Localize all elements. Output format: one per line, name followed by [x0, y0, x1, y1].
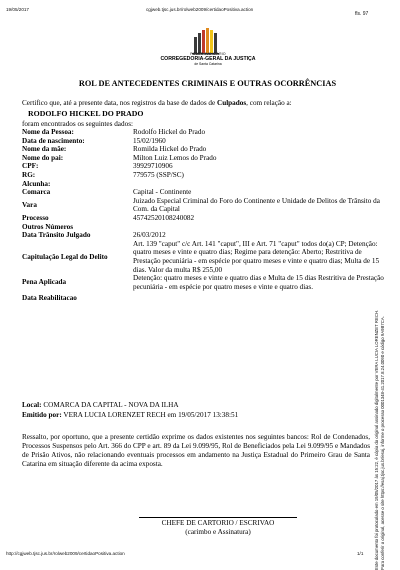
org-line-3: de Santa Catarina	[194, 62, 222, 66]
record-value	[133, 223, 388, 232]
footer-url: http://cgjweb.tjsc.jus.br/rolweb2009/certidaoPositiva.action	[6, 551, 125, 556]
certify-before: Certifico que, até a presente data, nos registros da base de dados de	[22, 99, 217, 107]
record-row	[22, 274, 388, 291]
record-label: RG:	[22, 170, 36, 179]
record-row	[22, 137, 388, 146]
found-text: foram encontrados os seguintes dados:	[22, 120, 133, 128]
record-row	[22, 240, 388, 274]
side-stamp-line-1: Este documento foi protocolado em 19/05/2017 às 15:22, é cópia do original assinado digitalmente por VERA LUCIA LORENZET RECH.	[374, 309, 379, 570]
record-value: Rodolfo Hickel do Prado	[133, 128, 206, 136]
print-date: 19/05/2017	[6, 7, 29, 12]
record-row	[22, 188, 388, 197]
record-value: Milton Luiz Lemos do Prado	[133, 153, 217, 162]
record-value: Juizado Especial Criminal do Foro do Continente e Unidade de Delitos de Trânsito da Com. da Capital	[133, 196, 380, 214]
signature-line	[139, 517, 297, 518]
record-label: Comarca	[22, 188, 51, 197]
record-label: Data Trânsito Julgado	[22, 231, 91, 240]
record-row	[22, 128, 388, 137]
record-row	[22, 154, 388, 163]
footer-page: 1/1	[357, 551, 364, 556]
local-label: Local:	[22, 401, 42, 409]
record-label: Pena Aplicada	[22, 278, 67, 287]
record-row	[22, 162, 388, 171]
record-value: 39929710906	[133, 162, 173, 171]
emitido-label: Emitido por:	[22, 411, 62, 419]
record-row	[22, 197, 388, 214]
certify-bold: Culpados	[217, 99, 247, 107]
record-row	[22, 145, 388, 154]
certify-sentence	[22, 99, 382, 108]
record-row	[22, 231, 388, 240]
record-value	[133, 291, 388, 305]
record-row	[22, 171, 388, 180]
side-stamp-line-2: Para conferir o original, acesse o site https://esaj.tjsc.jus.br/esaj, informe o processo 0001348-41.2017.8.24.0090 e código 9A9B7CA.	[379, 316, 385, 570]
record-value: Detenção: quatro meses e vinte e quatro dias e Multa de 15 dias Restritiva de Prestação pecuniária - em espécie por quatro meses e vinte e quatro dias.	[133, 274, 384, 291]
side-stamp	[374, 170, 400, 570]
print-url: cgjweb.tjsc.jus.br/rolweb2009/certidaoPositiva.action	[146, 7, 254, 12]
record-row	[22, 180, 388, 189]
record-label: Nome da Pessoa:	[22, 128, 74, 136]
org-line-1: PODER JUDICIÁRIO	[190, 52, 226, 56]
record-label: Alcunha:	[22, 179, 51, 188]
ressalto-paragraph: Ressalto, por oportuno, que a presente certidão exprime os dados existentes nos seguintes bancos: Rol de Condenados, Processos Suspensos pelo Art. 366 do CPP e art. 89 da Lei 9.099/95, Rol de Beneficiados pela Lei 9.099/95 e Mandados de Prisão Ativos, não relacionando eventuais processos em andamento na Justiça Estadual do Primeiro Grau de Santa Catarina em situação diferente da acima exposta.	[22, 433, 370, 468]
certify-after: , com relação a:	[246, 99, 292, 107]
emitido-line	[22, 411, 238, 420]
page-label: fls. 97	[355, 11, 369, 17]
record-value: Capital - Continente	[133, 188, 192, 197]
person-name: RODOLFO HICKEL DO PRADO	[28, 109, 144, 118]
records-table	[22, 128, 388, 305]
emitido-value: VERA LUCIA LORENZET RECH em 19/05/2017 13:38:51	[61, 411, 239, 419]
local-value: COMARCA DA CAPITAL - NOVA DA ILHA	[41, 401, 179, 409]
signature-subtitle: (carimbo e Assinatura)	[185, 528, 251, 536]
record-value: 26/03/2012	[133, 231, 166, 240]
record-row	[22, 291, 388, 305]
record-label: CPF:	[22, 162, 39, 171]
record-value: 779575 (SSP/SC)	[133, 170, 184, 179]
org-line-2: CORREGEDORIA-GERAL DA JUSTIÇA	[160, 56, 256, 62]
record-label: Processo	[22, 213, 49, 222]
record-label: Nome da mãe:	[22, 145, 67, 154]
record-value	[133, 180, 388, 189]
record-value: 15/02/1960	[133, 136, 166, 145]
record-value: 45742520108240082	[133, 213, 195, 222]
record-label: Data Reabilitacao	[22, 293, 77, 302]
record-value: Art. 139 "caput" c/c Art. 141 "caput", III e Art. 71 "caput" todos do(a) CP; Detenção: quatro meses e vinte e quatro dias; Regime para detenção: Aberto; Restritiva de Prestação pecuniária - em espécie por quatro meses e vinte e quatro dias; Multa de 15 dias. Valor da multa R$ 255,00	[133, 239, 380, 274]
record-label: Outros Números	[22, 222, 74, 231]
record-value: Romilda Hickel do Prado	[133, 145, 207, 154]
record-row	[22, 223, 388, 232]
local-line	[22, 401, 179, 410]
record-label: Vara	[22, 201, 37, 210]
record-row	[22, 214, 388, 223]
document-title: ROL DE ANTECEDENTES CRIMINAIS E OUTRAS OCORRÊNCIAS	[78, 79, 337, 88]
signature-title: CHEFE DE CARTORIO / ESCRIVAO	[161, 519, 275, 527]
record-label: Data de nascimento:	[22, 136, 85, 145]
record-label: Capitulação Legal do Delito	[22, 252, 108, 261]
record-label: Nome do pai:	[22, 153, 64, 162]
